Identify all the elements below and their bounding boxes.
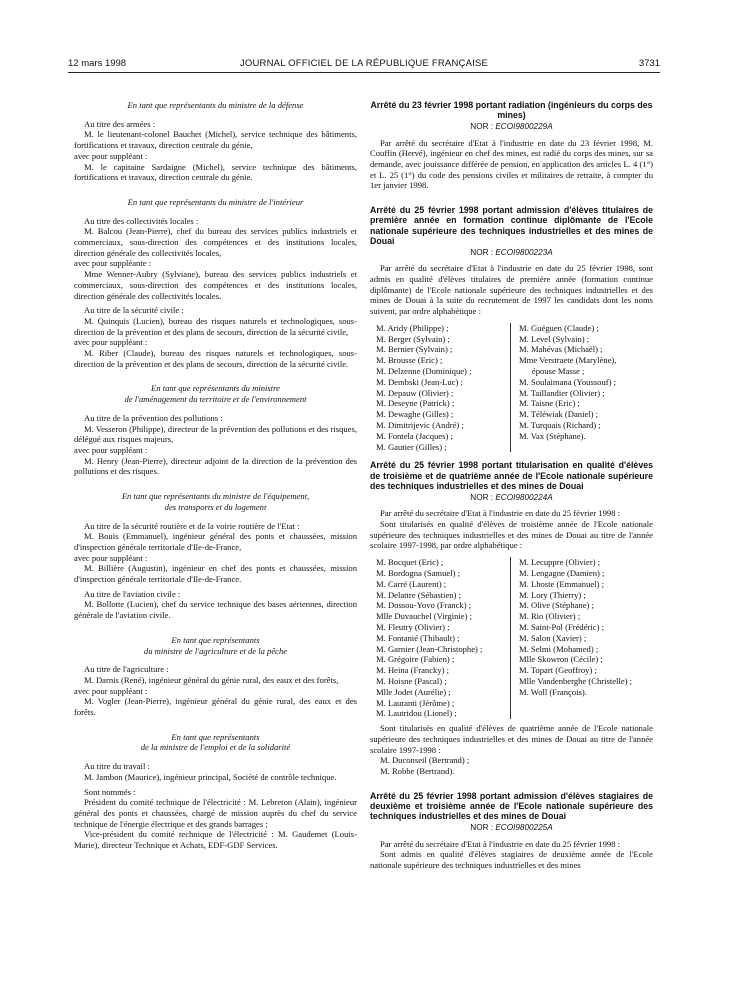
name-list-item: M. Berger (Sylvain) ; <box>376 333 450 344</box>
member-bouis: M. Bouis (Emmanuel), ingénieur général des ponts et chaussées, mission d'inspection générale territoriale d'Ile-de-France, <box>74 531 357 552</box>
name-list-item: M. Taillandier (Olivier) ; <box>519 387 605 398</box>
name-list-item: M. Téléwiak (Daniel) ; <box>519 409 599 420</box>
name-list-item: M. Aridy (Philippe) ; <box>376 322 449 333</box>
arrete-3-text-2: Sont titularisés en qualité d'élèves de troisième année de l'Ecole nationale supérieure des techniques industrielles et des mines de Douai au titre de l'année scolaire 1997-1998, par ordre alphabétique : <box>370 519 653 551</box>
name-list-item: M. Selmi (Mohamed) ; <box>519 643 599 654</box>
nor-label: NOR : <box>470 822 494 832</box>
nor-label: NOR : <box>470 492 494 502</box>
name-list-item: M. Vax (Stéphane). <box>519 430 586 441</box>
nor-code: ECOI9800223A <box>495 247 553 257</box>
name-list-item: M. Lhoste (Emmanuel) ; <box>519 578 604 589</box>
arrete-3-list-left <box>376 557 510 719</box>
subheading-collectivites: Au titre des collectivités locales : <box>84 215 199 226</box>
header-date: 12 mars 1998 <box>68 58 127 69</box>
name-list-item: M. Hoisne (Pascal) ; <box>376 675 447 686</box>
subheading-travail: Au titre du travail : <box>84 761 150 772</box>
section-heading-agriculture-2: du ministre de l'agriculture et de la pêche <box>143 645 288 656</box>
name-list-item: M. Brousse (Eric) ; <box>376 355 443 366</box>
page-number: 3731 <box>638 58 660 69</box>
member-henry: M. Henry (Jean-Pierre), directeur adjoint de la direction de la prévention des pollutions et des risques. <box>74 455 357 477</box>
name-list-item: M. Guéguen (Claude) ; <box>519 322 599 333</box>
suppleant-label: avec pour suppléant : <box>74 552 148 563</box>
name-list-item: M. Soulaimana (Youssouf) ; <box>519 376 617 387</box>
president-paragraph: Président du comité technique de l'électricité : M. Lebreton (Alain), ingénieur général des ponts et chaussées, chargé de mission auprès du chef du service technique de l'énergie électrique et des grands barrages ; <box>74 797 357 829</box>
arrete-3-title: Arrêté du 25 février 1998 portant titularisation en qualité d'élèves de troisième et de quatrième année de l'Ecole nationale supérieure des techniques industrielles et des mines de Douai <box>370 460 653 492</box>
arrete-4-text-2: Sont admis en qualité d'élèves stagiaires de deuxième année de l'Ecole nationale supérieure des techniques industrielles et des mines <box>370 849 653 870</box>
name-list-item: M. Delattre (Sébastien) ; <box>376 589 461 600</box>
name-list-item: M. Dossou-Yovo (Franck) ; <box>376 600 472 611</box>
section-heading-amenagement-2: de l'aménagement du territoire et de l'environnement <box>124 394 307 405</box>
member-bauchet: M. le lieutenant-colonel Bauchet (Michel), service technique des bâtiments, fortifications et travaux, direction centrale du génie, <box>74 129 357 151</box>
name-list-item: M. Fleutry (Olivier) ; <box>376 621 450 632</box>
name-list-item: M. Turquais (Richard) ; <box>519 420 601 431</box>
subheading-pollutions: Au titre de la prévention des pollutions : <box>84 412 223 423</box>
arrete-2-list-left <box>376 323 510 453</box>
name-list-item: M. Dewaghe (Gilles) ; <box>376 409 454 420</box>
name-list-item: M. Depauw (Olivier) ; <box>376 387 454 398</box>
nor-label: NOR : <box>470 121 494 131</box>
name-list-item: M. Olive (Stéphane) ; <box>519 600 594 611</box>
member-duconseil: M. Duconseil (Bertrand) ; <box>380 755 470 766</box>
name-list-item: M. Gautier (Gilles) ; <box>376 441 447 452</box>
arrete-1-nor <box>370 122 653 133</box>
name-list-item: Mlle Duvauchel (Virginie) ; <box>376 611 472 622</box>
name-list-item: M. Bernier (Sylvain) ; <box>376 344 453 355</box>
arrete-4-nor <box>370 823 653 834</box>
arrete-2-title: Arrêté du 25 février 1998 portant admission d'élèves titulaires de première année en formation continue diplômante de l'Ecole nationale supérieure des techniques industrielles et des mines de Douai <box>370 205 653 247</box>
subheading-aviation: Au titre de l'aviation civile : <box>84 588 181 599</box>
subheading-agriculture: Au titre de l'agriculture : <box>84 664 169 675</box>
nor-code: ECOI9800229A <box>495 121 553 131</box>
subheading-armees: Au titre des armées : <box>84 118 156 129</box>
member-quinquis: M. Quinquis (Lucien), bureau des risques naturels et technologiques, sous-direction de la prévention et des plans de secours, direction de la sécurité civile, <box>74 315 357 337</box>
section-heading-equipement-1: En tant que représentants du ministre de l'équipement, <box>121 491 310 502</box>
arrete-1-text: Par arrêté du secrétaire d'Etat à l'industrie en date du 23 février 1998, M. Couffin (Hervé), ingénieur en chef des mines, est radié du corps des mines, sur sa demande, avec jouissance différée de pension, en application des articles L. 4 (1°) et L. 25 (1°) du code des pensions civiles et militaires de retraite, à compter du 1er janvier 1998. <box>370 137 653 191</box>
name-list-item: M. Bocquet (Eric) ; <box>376 557 444 568</box>
name-list-item: M. Lauranti (Jérôme) ; <box>376 697 455 708</box>
header-rule <box>68 72 660 73</box>
arrete-3-text-1: Par arrêté du secrétaire d'Etat à l'industrie en date du 25 février 1998 : <box>380 508 621 519</box>
member-sardaigne: M. le capitaine Sardaigne (Michel), service technique des bâtiments, fortifications et travaux, direction centrale du génie. <box>74 161 357 183</box>
name-list-item: M. Saint-Pol (Frédéric) ; <box>519 621 604 632</box>
arrete-4-title: Arrêté du 25 février 1998 portant admission d'élèves stagiaires de deuxième et troisième année de l'Ecole nationale supérieure des techniques industrielles et des mines de Douai <box>370 790 653 822</box>
member-jambon: M. Jambon (Maurice), ingénieur principal, Société de contrôle technique. <box>84 771 337 782</box>
section-heading-equipement-2: des transports et du logement <box>164 501 267 512</box>
journal-title: JOURNAL OFFICIEL DE LA RÉPUBLIQUE FRANÇAISE <box>239 58 489 69</box>
member-robbe: M. Robbe (Bertrand). <box>380 765 455 776</box>
name-list-item: M. Heina (Francky) ; <box>376 665 450 676</box>
name-list-item: M. Mahévas (Michaël) ; <box>519 344 603 355</box>
name-list-item: M. Dimitrijevic (André) ; <box>376 420 464 431</box>
arrete-2-name-lists <box>376 323 653 453</box>
arrete-4-text-1: Par arrêté du secrétaire d'Etat à l'industrie en date du 25 février 1998 : <box>380 838 621 849</box>
arrete-2-nor <box>370 248 653 259</box>
suppleante-label: avec pour suppléante : <box>74 258 152 269</box>
name-list-item: M. Dembski (Jean-Luc) ; <box>376 376 463 387</box>
section-heading-interieur: En tant que représentants du ministre de l'intérieur <box>127 196 304 207</box>
member-bollotte: M. Bollotte (Lucien), chef du service technique des bases aériennes, direction générale de l'aviation civile. <box>74 599 357 621</box>
name-list-item: M. Lautridou (Lionel) ; <box>376 708 457 719</box>
section-heading-emploi-2: de la ministre de l'emploi et de la solidarité <box>140 742 291 753</box>
member-balcou: M. Balcou (Jean-Pierre), chef du bureau des services publics industriels et commerciaux, sous-direction des compétences et des institutions locales, direction générale des collectivités locales, <box>74 226 357 258</box>
name-list-item: Mlle Jodet (Aurélie) ; <box>376 686 451 697</box>
name-list-item: M. Fontanié (Thibault) ; <box>376 632 460 643</box>
section-heading-agriculture-1: En tant que représentants <box>171 634 260 645</box>
section-heading-amenagement-1: En tant que représentants du ministre <box>151 383 280 394</box>
arrete-3-list-right <box>510 557 653 719</box>
name-list-item: M. Deseyne (Patrick) ; <box>376 398 455 409</box>
name-list-item: M. Grégoire (Fabien) ; <box>376 654 455 665</box>
nor-code: ECOI9800225A <box>495 822 553 832</box>
arrete-3-text-3: Sont titularisés en qualité d'élèves de quatrième année de l'Ecole nationale supérieure des techniques industrielles et des mines de Douai au titre de l'année scolaire 1997-1998 : <box>370 723 653 755</box>
subheading-securite-civile: Au titre de la sécurité civile : <box>84 305 184 316</box>
suppleant-label: avec pour suppléant : <box>74 685 148 696</box>
name-list-item: M. Lecuppre (Olivier) ; <box>519 557 601 568</box>
name-list-item: M. Bordogna (Samuel) ; <box>376 567 461 578</box>
name-list-item: Mlle Vandenberghe (Christelle) ; <box>519 675 633 686</box>
section-heading-defense: En tant que représentants du ministre de la défense <box>127 100 304 110</box>
name-list-item: M. Level (Sylvain) ; <box>519 333 590 344</box>
left-column <box>74 100 357 851</box>
subheading-securite-routiere: Au titre de la sécurité routière et de la voirie routière de l'Etat : <box>84 520 300 531</box>
nommes-label: Sont nommés : <box>84 786 136 797</box>
member-vogler: M. Vogler (Jean-Pierre), ingénieur général du génie rural, des eaux et des forêts. <box>74 696 357 718</box>
name-list-item: M. Lengagne (Damien) ; <box>519 567 605 578</box>
section-heading-emploi-1: En tant que représentants <box>171 731 260 742</box>
name-list-item: M. Rio (Olivier) ; <box>519 611 581 622</box>
name-list-item: Mme Verstraete (Marylène), épouse Masse ; <box>519 355 617 377</box>
arrete-3-name-lists <box>376 557 653 719</box>
name-list-item: M. Garnier (Jean-Christophe) ; <box>376 643 483 654</box>
name-list-item: Mlle Skowron (Cécile) ; <box>519 654 603 665</box>
name-list-item: M. Topart (Geoffroy) ; <box>519 665 597 676</box>
member-billiere: M. Billière (Augustin), ingénieur en chef des ponts et chaussées, mission d'inspection générale territoriale d'Ile-de-France. <box>74 563 357 585</box>
member-riber: M. Riber (Claude), bureau des risques naturels et technologiques, sous-direction de la prévention et des plans de secours, direction de la sécurité civile. <box>74 348 357 369</box>
suppleant-label: avec pour suppléant : <box>74 150 148 161</box>
vice-president-paragraph: Vice-président du comité technique de l'électricité : M. Gaudemet (Louis-Marie), directeur Technique et Achats, EDF-GDF Services. <box>74 829 357 851</box>
nor-code: ECOI9800224A <box>495 492 553 502</box>
member-vesseron: M. Vesseron (Philippe), directeur de la prévention des pollutions et des risques, délégué aux risques majeurs, <box>74 423 357 445</box>
name-list-item: M. Taisne (Eric) ; <box>519 398 580 409</box>
nor-label: NOR : <box>470 247 494 257</box>
arrete-2-list-right <box>510 323 653 453</box>
arrete-2-text: Par arrêté du secrétaire d'Etat à l'industrie en date du 25 février 1998, sont admis en qualité d'élèves titulaires de première année (formation continue diplômante) de l'Ecole nationale supérieure des techniques industrielles et des mines de Douai à la suite du recrutement de 1997 les candidats dont les noms suivent, par ordre alphabétique : <box>370 263 653 317</box>
name-list-item: M. Fontela (Jacques) ; <box>376 430 453 441</box>
arrete-1-title: Arrêté du 23 février 1998 portant radiation (ingénieurs du corps des mines) <box>370 100 653 121</box>
page-header <box>68 58 660 72</box>
arrete-3-nor <box>370 493 653 504</box>
right-column <box>370 100 653 871</box>
suppleant-label: avec pour suppléant : <box>74 444 148 455</box>
name-list-item: M. Carré (Laurent) ; <box>376 578 447 589</box>
name-list-item: M. Lory (Thierry) ; <box>519 589 586 600</box>
name-list-item: M. Woll (François). <box>519 686 587 697</box>
name-list-item: M. Salon (Xavier) ; <box>519 632 587 643</box>
suppleant-label: avec pour suppléant : <box>74 337 148 348</box>
member-wenner-aubry: Mme Wenner-Aubry (Sylviane), bureau des services publics industriels et commerciaux, sous-direction des compétences et des institutions locales, direction générale des collectivités locales. <box>74 269 357 301</box>
name-list-item: M. Delzenne (Dominique) ; <box>376 366 472 377</box>
member-darnis: M. Darnis (René), ingénieur général du génie rural, des eaux et des forêts, <box>84 674 339 685</box>
